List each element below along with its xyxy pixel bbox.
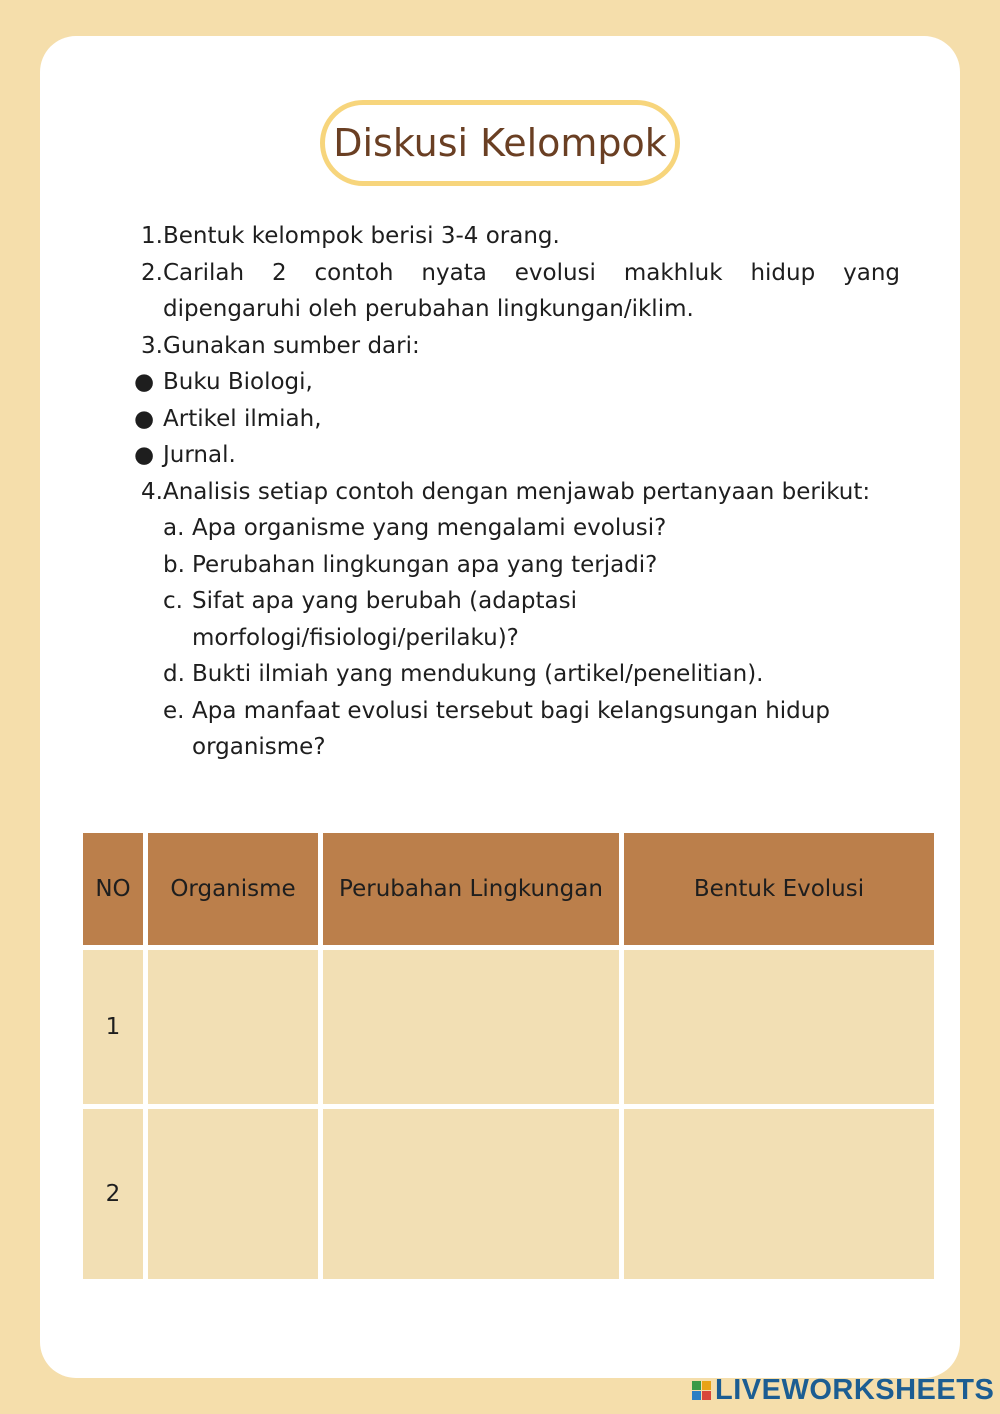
bullet-icon: ● xyxy=(134,369,155,395)
evolution-table xyxy=(78,828,939,1284)
instruction-step-3 xyxy=(130,328,900,365)
step-text: Carilah 2 contoh nyata evolusi makhluk hidup yang dipengaruhi oleh perubahan lingkungan/iklim. xyxy=(163,259,900,322)
question-text: Apa organisme yang mengalami evolusi? xyxy=(192,515,667,541)
step-number: 2. xyxy=(141,259,163,286)
source-item xyxy=(130,437,900,474)
page-title xyxy=(320,100,680,186)
row-number: 1 xyxy=(83,950,143,1104)
organisme-cell[interactable] xyxy=(148,950,318,1104)
question-letter: e. xyxy=(163,697,185,724)
row-number: 2 xyxy=(83,1109,143,1279)
question-item xyxy=(130,583,900,656)
question-text: Apa manfaat evolusi tersebut bagi kelangsungan hidup organisme? xyxy=(192,697,830,760)
table-row xyxy=(83,1109,934,1279)
liveworksheets-logo xyxy=(692,1373,994,1407)
logo-icon xyxy=(692,1381,711,1400)
step-number: 1. xyxy=(141,223,163,249)
perubahan-cell[interactable] xyxy=(323,1109,619,1279)
question-text: Bukti ilmiah yang mendukung (artikel/penelitian). xyxy=(192,661,764,687)
instruction-step-2 xyxy=(130,255,900,328)
bullet-icon: ● xyxy=(134,405,155,432)
step-number: 4. xyxy=(141,478,163,505)
question-item xyxy=(130,693,900,766)
header-perubahan-lingkungan: Perubahan Lingkungan xyxy=(323,833,619,945)
step-number: 3. xyxy=(141,332,163,359)
source-item xyxy=(130,401,900,438)
bullet-icon: ● xyxy=(134,442,155,468)
question-letter: b. xyxy=(163,551,185,578)
question-text: Sifat apa yang berubah (adaptasi morfologi/fisiologi/perilaku)? xyxy=(192,588,578,651)
question-item xyxy=(130,547,900,584)
step-text: Bentuk kelompok berisi 3-4 orang. xyxy=(163,223,560,249)
table-header-row xyxy=(83,833,934,945)
source-text: Buku Biologi, xyxy=(163,369,313,395)
question-letter: a. xyxy=(163,515,185,541)
page-title-text: Diskusi Kelompok xyxy=(333,121,667,165)
perubahan-cell[interactable] xyxy=(323,950,619,1104)
instruction-step-1 xyxy=(130,218,900,255)
logo-text: LIVEWORKSHEETS xyxy=(715,1373,995,1406)
bentuk-cell[interactable] xyxy=(624,1109,934,1279)
question-letter: c. xyxy=(163,588,183,614)
step-text: Analisis setiap contoh dengan menjawab pertanyaan berikut: xyxy=(163,478,871,505)
step-text: Gunakan sumber dari: xyxy=(163,332,420,359)
source-text: Jurnal. xyxy=(163,442,236,468)
header-no: NO xyxy=(83,833,143,945)
question-item xyxy=(130,510,900,547)
table-row xyxy=(83,950,934,1104)
instruction-step-4 xyxy=(130,474,900,511)
header-organisme: Organisme xyxy=(148,833,318,945)
source-item xyxy=(130,364,900,401)
header-bentuk-evolusi: Bentuk Evolusi xyxy=(624,833,934,945)
question-text: Perubahan lingkungan apa yang terjadi? xyxy=(192,551,658,578)
instructions-list xyxy=(130,218,900,766)
bentuk-cell[interactable] xyxy=(624,950,934,1104)
organisme-cell[interactable] xyxy=(148,1109,318,1279)
question-letter: d. xyxy=(163,661,185,687)
source-text: Artikel ilmiah, xyxy=(163,405,322,432)
question-item xyxy=(130,656,900,693)
